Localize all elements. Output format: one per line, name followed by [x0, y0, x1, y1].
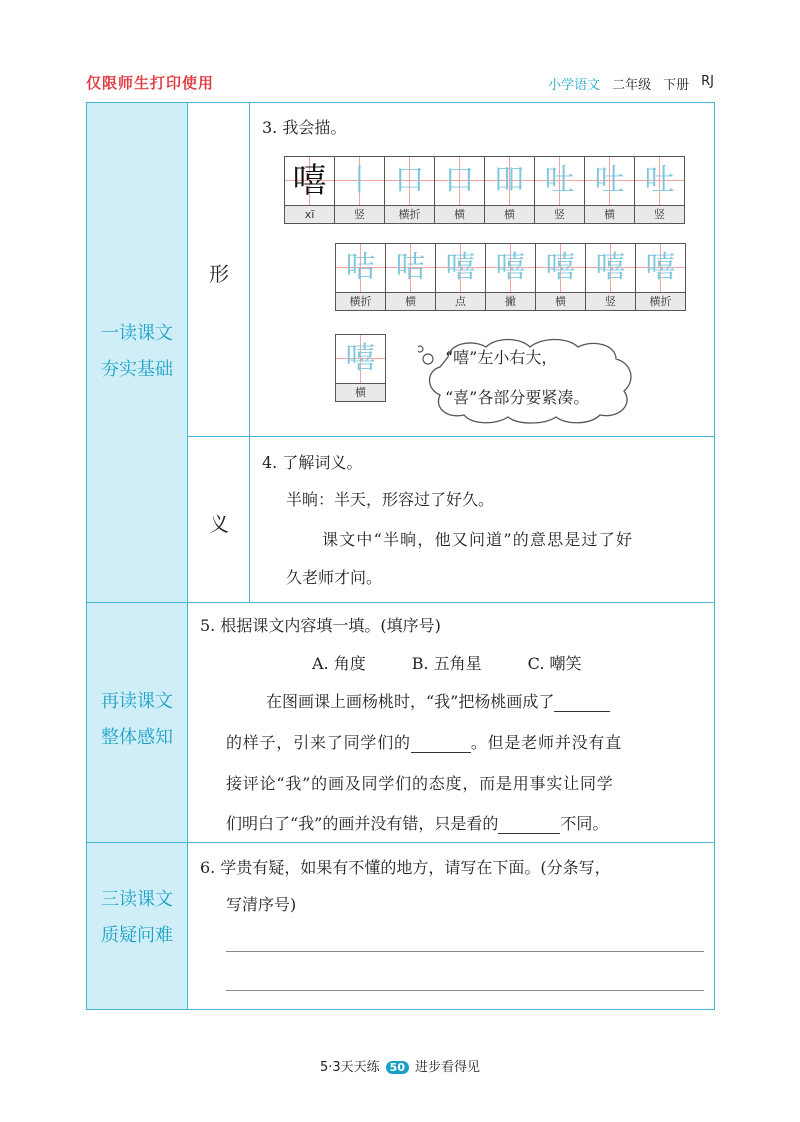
stroke-label: 竖: [335, 206, 385, 224]
section-label-3: 三读课文 质疑问难: [101, 889, 173, 946]
stroke-label: 横: [485, 206, 535, 224]
trace-cell[interactable]: 吐: [635, 157, 684, 205]
trace-cell[interactable]: 嘻: [436, 244, 485, 292]
section-label-1: 一读课文 夯实基础: [101, 323, 173, 380]
q4-definition: 半晌：半天，形容过了好久。: [286, 490, 495, 509]
trace-cell[interactable]: 口: [385, 157, 434, 205]
trace-cell[interactable]: 口: [435, 157, 484, 205]
answer-blank[interactable]: [411, 734, 471, 753]
trace-cell[interactable]: 嘻: [486, 244, 535, 292]
edition: RJ: [701, 74, 714, 89]
stroke-table-row2: [335, 243, 686, 311]
stroke-label: 点: [436, 293, 486, 311]
stroke-label: 横折: [336, 293, 386, 311]
stroke-label: 横折: [385, 206, 435, 224]
q6-instruction-cont: 写清序号): [226, 895, 297, 914]
trace-cell[interactable]: 嘻: [586, 244, 635, 292]
stroke-label: 竖: [535, 206, 585, 224]
sub-label-xing: 形: [209, 262, 229, 286]
writing-line[interactable]: [226, 990, 704, 991]
volume: 下册: [663, 78, 690, 93]
sub-label-yi: 义: [209, 512, 229, 536]
q4-explanation-cont: 久老师才问。: [286, 568, 383, 587]
q5-title: 5. 根据课文内容填一填。(填序号): [200, 616, 441, 635]
cloud-text-line1: “嘻”左小右大，: [445, 348, 558, 367]
subject: 小学语文: [548, 78, 601, 93]
stroke-label: 横: [585, 206, 635, 224]
q6-instruction: 6. 学贵有疑，如果有不懂的地方，请写在下面。(分条写，: [200, 858, 611, 877]
stroke-label: 撇: [486, 293, 536, 311]
stroke-table-row1: [284, 156, 685, 224]
q5-line3: 接评论“我”的画及同学们的态度，而是用事实让同学: [226, 774, 614, 793]
q4-explanation: 课文中“半晌，他又问道”的意思是过了好: [322, 530, 634, 549]
stroke-label: 横: [386, 293, 436, 311]
print-notice: 仅限师生打印使用: [86, 74, 215, 92]
stroke-table-row3: [335, 334, 386, 402]
option-c: C. 嘲笑: [527, 654, 582, 673]
grade: 二年级: [612, 78, 652, 93]
trace-cell[interactable]: 嘻: [536, 244, 585, 292]
divider: [86, 842, 715, 843]
q4-title: 4. 了解词义。: [262, 453, 363, 472]
stroke-label: 横: [336, 384, 386, 402]
q5-line4: 们明白了“我”的画并没有错，只是看的 不同。: [226, 814, 609, 833]
q5-line1: 在图画课上画杨桃时，“我”把杨桃画成了: [266, 692, 610, 712]
section-label-2: 再读课文 整体感知: [101, 691, 173, 748]
divider: [188, 436, 715, 437]
pinyin-label: xī: [285, 206, 335, 224]
divider: [86, 602, 715, 603]
cloud-text-line2: “喜”各部分要紧凑。: [445, 388, 590, 407]
stroke-label: 竖: [586, 293, 636, 311]
page-number: 50: [386, 1061, 409, 1074]
book-info: [548, 74, 714, 93]
option-b: B. 五角星: [411, 654, 482, 673]
trace-cell[interactable]: 丨: [335, 157, 384, 205]
answer-blank[interactable]: [554, 693, 610, 712]
stroke-label: 竖: [635, 206, 685, 224]
trace-cell: 嘻: [285, 157, 334, 205]
q5-line2: 的样子，引来了同学们的 。但是老师并没有直: [226, 733, 623, 752]
footer: [0, 1056, 800, 1075]
footer-slogan: 进步看得见: [414, 1060, 480, 1075]
footer-brand: 5·3天天练: [319, 1060, 380, 1075]
stroke-label: 横: [536, 293, 586, 311]
answer-blank[interactable]: [498, 815, 560, 834]
q3-title: 3. 我会描。: [262, 118, 347, 137]
stroke-label: 横: [435, 206, 485, 224]
trace-cell[interactable]: 咭: [336, 244, 385, 292]
stroke-label: 横折: [636, 293, 686, 311]
trace-cell[interactable]: 嘻: [336, 335, 385, 383]
trace-cell[interactable]: 吅: [485, 157, 534, 205]
trace-cell[interactable]: 咭: [386, 244, 435, 292]
option-a: A. 角度: [312, 654, 366, 673]
q5-options: [312, 654, 582, 674]
trace-cell[interactable]: 吐: [585, 157, 634, 205]
writing-line[interactable]: [226, 951, 704, 952]
trace-cell[interactable]: 吐: [535, 157, 584, 205]
trace-cell[interactable]: 嘻: [636, 244, 685, 292]
